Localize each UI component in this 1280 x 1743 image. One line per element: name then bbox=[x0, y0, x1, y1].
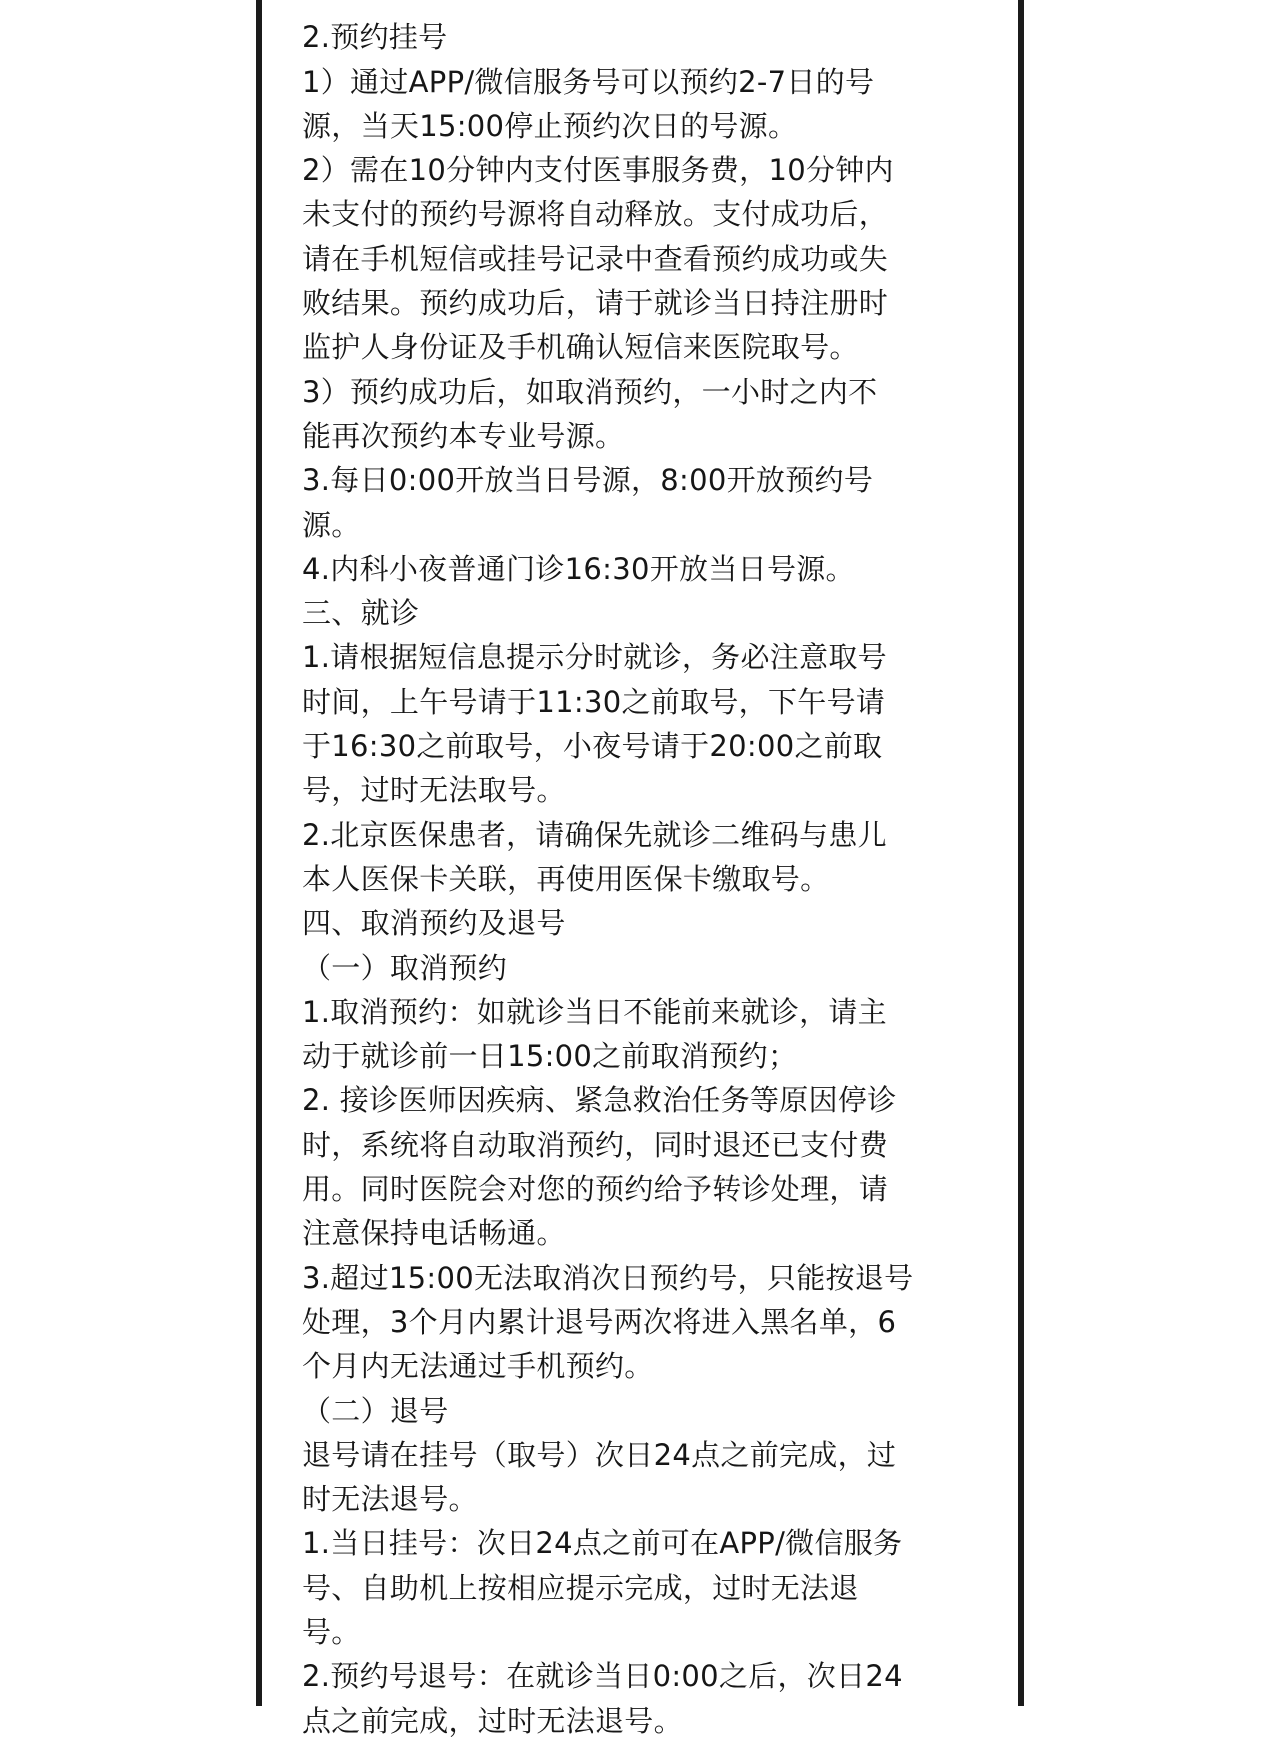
text-line: 3.每日0:00开放当日号源，8:00开放预约号 bbox=[302, 463, 874, 498]
text-line: 1.请根据短信息提示分时就诊，务必注意取号 bbox=[302, 640, 887, 675]
text-line: 2）需在10分钟内支付医事服务费，10分钟内 bbox=[302, 153, 894, 188]
text-line: 号。 bbox=[302, 1614, 361, 1649]
text-line: 能再次预约本专业号源。 bbox=[302, 418, 625, 453]
text-line: 时无法退号。 bbox=[302, 1482, 478, 1517]
text-line: 败结果。预约成功后，请于就诊当日持注册时 bbox=[302, 286, 889, 321]
text-line: 本人医保卡关联，再使用医保卡缴取号。 bbox=[302, 861, 830, 896]
text-line: 于16:30之前取号，小夜号请于20:00之前取 bbox=[302, 729, 883, 764]
text-line: 时，系统将自动取消预约，同时退还已支付费 bbox=[302, 1127, 889, 1162]
text-line: 个月内无法通过手机预约。 bbox=[302, 1349, 654, 1384]
text-line: 4.内科小夜普通门诊16:30开放当日号源。 bbox=[302, 551, 855, 586]
text-line: 2.预约号退号：在就诊当日0:00之后，次日24 bbox=[302, 1659, 903, 1694]
section-heading: 四、取消预约及退号 bbox=[302, 906, 566, 941]
text-line: 监护人身份证及手机确认短信来医院取号。 bbox=[302, 330, 859, 365]
text-line: 请在手机短信或挂号记录中查看预约成功或失 bbox=[302, 241, 889, 276]
text-line: 1.取消预约：如就诊当日不能前来就诊，请主 bbox=[302, 994, 887, 1029]
text-line: 用。同时医院会对您的预约给予转诊处理，请 bbox=[302, 1172, 889, 1207]
partial-line-top bbox=[302, 0, 982, 15]
text-line: 源，当天15:00停止预约次日的号源。 bbox=[302, 108, 798, 143]
partial-line-bottom: 点之前完成，过时无法退号。 bbox=[302, 1703, 683, 1738]
section-heading: 三、就诊 bbox=[302, 596, 420, 631]
text-line: 时间，上午号请于11:30之前取号，下午号请 bbox=[302, 684, 886, 719]
text-line: 注意保持电话畅通。 bbox=[302, 1216, 566, 1251]
text-line: 动于就诊前一日15:00之前取消预约； bbox=[302, 1039, 798, 1074]
text-line: 号、自助机上按相应提示完成，过时无法退 bbox=[302, 1570, 859, 1605]
text-line: 号，过时无法取号。 bbox=[302, 773, 566, 808]
text-line: 2. 接诊医师因疾病、紧急救治任务等原因停诊 bbox=[302, 1083, 897, 1118]
appointment-rules-text bbox=[302, 0, 982, 1743]
phone-screen bbox=[256, 0, 1024, 1738]
text-line: 未支付的预约号源将自动释放。支付成功后， bbox=[302, 197, 889, 232]
text-line: 2.北京医保患者，请确保先就诊二维码与患儿 bbox=[302, 817, 887, 852]
subsection-heading: （二）退号 bbox=[302, 1393, 449, 1428]
text-line: 处理，3个月内累计退号两次将进入黑名单，6 bbox=[302, 1304, 897, 1339]
text-line: 源。 bbox=[302, 507, 361, 542]
subsection-heading: （一）取消预约 bbox=[302, 950, 508, 985]
text-line: 1）通过APP/微信服务号可以预约2-7日的号 bbox=[302, 64, 875, 99]
text-line: 3）预约成功后，如取消预约，一小时之内不 bbox=[302, 374, 878, 409]
text-line: 退号请在挂号（取号）次日24点之前完成，过 bbox=[302, 1437, 897, 1472]
text-line: 3.超过15:00无法取消次日预约号，只能按退号 bbox=[302, 1260, 914, 1295]
text-line: 2.预约挂号 bbox=[302, 20, 448, 55]
text-line: 1.当日挂号：次日24点之前可在APP/微信服务 bbox=[302, 1526, 903, 1561]
